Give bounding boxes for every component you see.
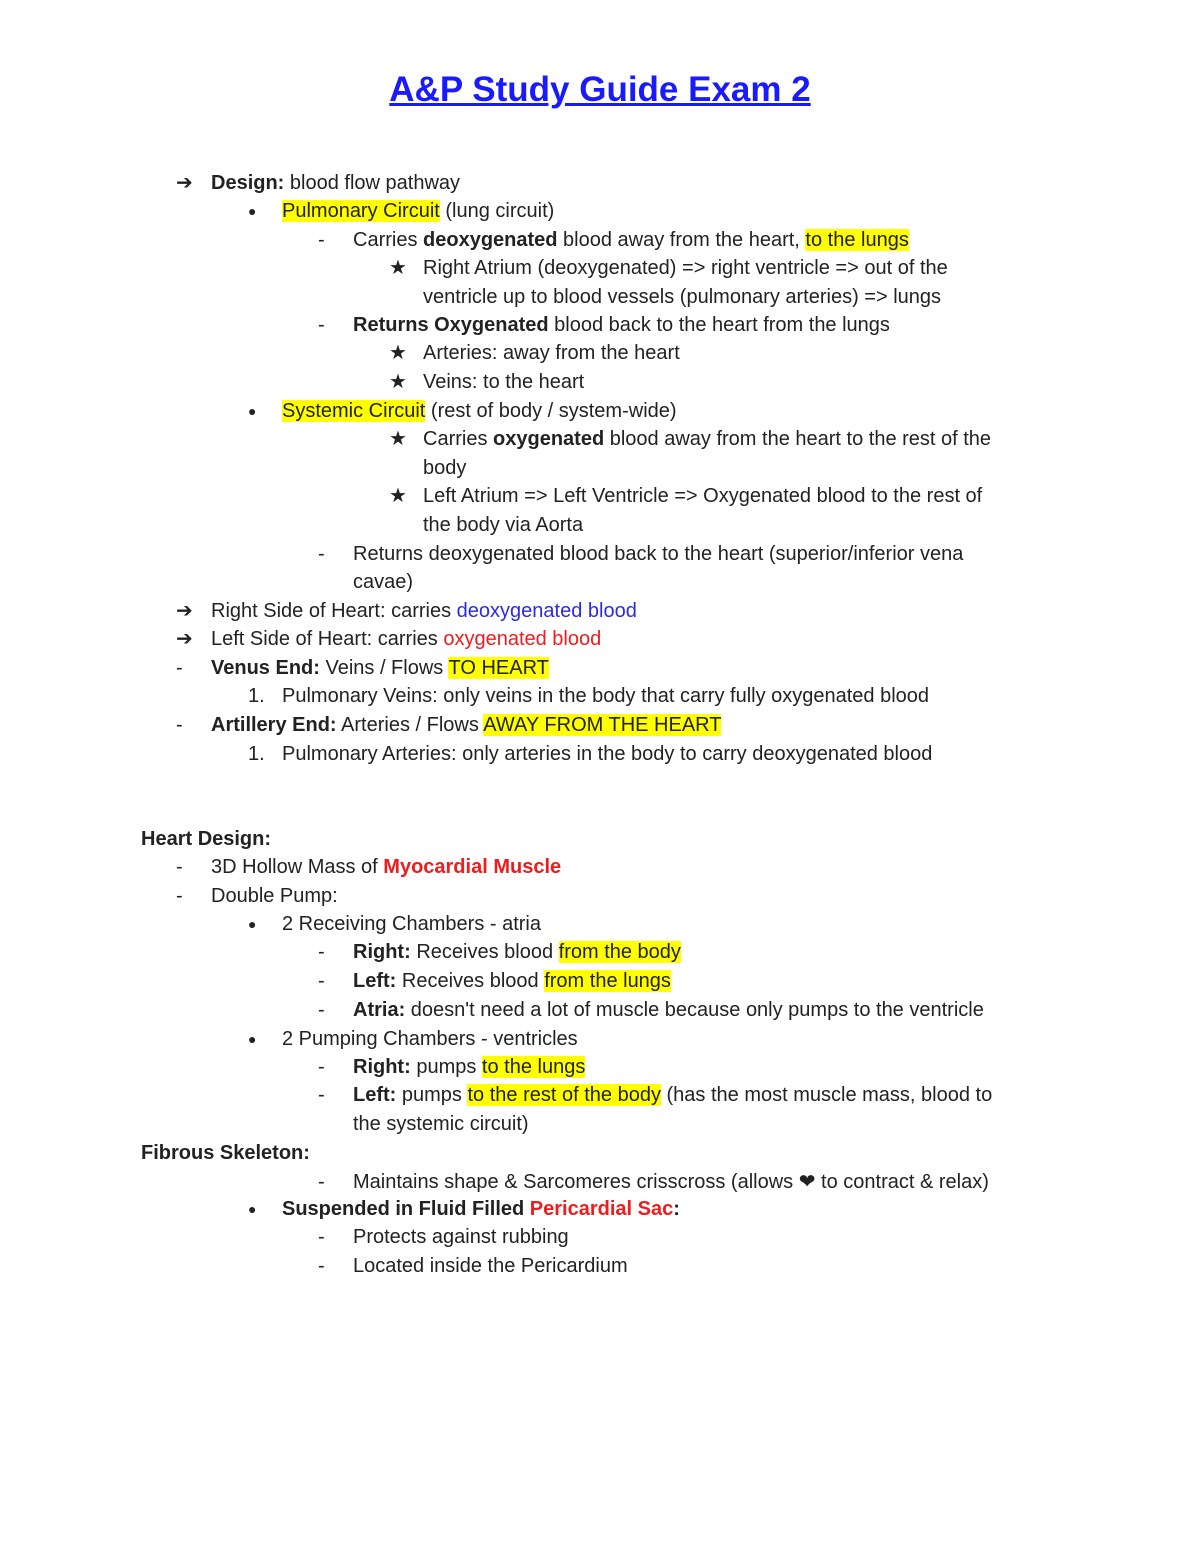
dash-icon: - — [176, 714, 183, 736]
highlight-text: TO HEART — [448, 657, 549, 679]
bullet-icon: ● — [248, 1201, 257, 1217]
line-carries-oxygenated — [423, 426, 991, 452]
line-pulmonary-arteries: Pulmonary Arteries: only arteries in the body to carry deoxygenated blood — [282, 743, 933, 765]
red-bold-text: Myocardial Muscle — [383, 856, 562, 878]
dash-icon: - — [318, 314, 325, 336]
line-double-pump: Double Pump: — [211, 885, 338, 907]
line-arteries: Arteries: away from the heart — [423, 342, 680, 364]
dash-icon: - — [176, 885, 183, 907]
arrow-icon: ➔ — [176, 172, 193, 194]
text: Right Side of Heart: carries — [211, 600, 457, 622]
list-number: 1. — [248, 743, 265, 765]
dash-icon: - — [318, 941, 325, 963]
line-pulmonary-veins: Pulmonary Veins: only veins in the body that carry fully oxygenated blood — [282, 685, 930, 707]
text: (lung circuit) — [439, 200, 555, 222]
line-right-atrium-cont: ventricle up to blood vessels (pulmonary arteries) => lungs — [423, 286, 942, 308]
bullet-icon: ● — [248, 203, 257, 219]
heading-fibrous-skeleton: Fibrous Skeleton: — [141, 1142, 310, 1164]
text: doesn't need a lot of muscle because only pumps to the ventricle — [405, 999, 984, 1021]
bold-text: Design: — [211, 172, 285, 194]
line-left-pumps — [353, 1082, 992, 1108]
line-left-pumps-cont: the systemic circuit) — [353, 1113, 529, 1135]
bold-text: Venus End: — [211, 657, 320, 679]
line-design — [211, 170, 460, 196]
line-protects: Protects against rubbing — [353, 1226, 569, 1248]
line-suspended — [282, 1196, 680, 1222]
red-text: oxygenated blood — [443, 628, 602, 650]
line-systemic-circuit — [282, 398, 677, 424]
highlight-text: to the rest of the body — [467, 1084, 661, 1106]
list-number: 1. — [248, 685, 265, 707]
text: Veins / Flows — [319, 657, 449, 679]
text: pumps — [396, 1084, 468, 1106]
dash-icon: - — [318, 1056, 325, 1078]
line-venus-end — [211, 655, 549, 681]
dash-icon: - — [318, 229, 325, 251]
dash-icon: - — [176, 856, 183, 878]
highlight-text: Pulmonary Circuit — [282, 200, 440, 222]
line-right-pumps — [353, 1054, 585, 1080]
bold-text: Suspended in Fluid Filled — [282, 1198, 530, 1220]
highlight-text: Systemic Circuit — [282, 400, 426, 422]
highlight-text: to the lungs — [805, 229, 909, 251]
line-left-atrium-cont: the body via Aorta — [423, 514, 584, 536]
star-icon: ★ — [389, 371, 407, 393]
line-maintains-shape — [353, 1169, 989, 1195]
text: Arteries / Flows — [336, 714, 484, 736]
line-left-receives — [353, 968, 671, 994]
text: blood flow pathway — [284, 172, 461, 194]
star-icon: ★ — [389, 257, 407, 279]
bold-text: oxygenated — [493, 428, 605, 450]
bold-text: : — [673, 1198, 680, 1220]
line-left-side — [211, 626, 601, 652]
bold-text: Right: — [353, 941, 411, 963]
dash-icon: - — [318, 1171, 325, 1193]
dash-icon: - — [318, 970, 325, 992]
bold-text: Atria: — [353, 999, 406, 1021]
line-returns-deoxygenated: Returns deoxygenated blood back to the heart (superior/inferior vena — [353, 543, 964, 565]
star-icon: ★ — [389, 428, 407, 450]
line-receiving-chambers: 2 Receiving Chambers - atria — [282, 913, 541, 935]
text: blood back to the heart from the lungs — [548, 314, 890, 336]
text: Receives blood — [410, 941, 559, 963]
page-title: A&P Study Guide Exam 2 — [389, 70, 811, 109]
bullet-icon: ● — [248, 916, 257, 932]
text: Left Side of Heart: carries — [211, 628, 444, 650]
dash-icon: - — [176, 657, 183, 679]
dash-icon: - — [318, 543, 325, 565]
line-right-receives — [353, 939, 681, 965]
arrow-icon: ➔ — [176, 628, 193, 650]
text: Maintains shape & Sarcomeres crisscross (allows — [353, 1171, 799, 1193]
text: blood away from the heart to the rest of the — [604, 428, 992, 450]
text: pumps — [410, 1056, 482, 1078]
text: to contract & relax) — [815, 1171, 989, 1193]
line-pulmonary-circuit — [282, 198, 554, 224]
heart-icon: ❤ — [798, 1171, 816, 1193]
text: 3D Hollow Mass of — [211, 856, 384, 878]
bold-text: Left: — [353, 970, 397, 992]
line-artillery-end — [211, 712, 721, 738]
blue-text: deoxygenated blood — [456, 600, 637, 622]
text: Carries — [353, 229, 424, 251]
heading-heart-design: Heart Design: — [141, 828, 272, 850]
highlight-text: from the body — [558, 941, 681, 963]
red-bold-text: Pericardial Sac — [529, 1198, 674, 1220]
highlight-text: to the lungs — [481, 1056, 586, 1078]
bold-text: Right: — [353, 1056, 411, 1078]
line-carries-oxygenated-cont: body — [423, 457, 467, 479]
star-icon: ★ — [389, 485, 407, 507]
line-carries-deoxygenated — [353, 227, 909, 253]
text: Carries — [423, 428, 494, 450]
line-atria — [353, 997, 984, 1023]
line-left-atrium: Left Atrium => Left Ventricle => Oxygenated blood to the rest of — [423, 485, 983, 507]
bold-text: Artillery End: — [211, 714, 337, 736]
line-right-side — [211, 598, 637, 624]
line-returns-deoxygenated-cont: cavae) — [353, 571, 414, 593]
line-veins: Veins: to the heart — [423, 371, 585, 393]
text: blood away from the heart, — [557, 229, 806, 251]
dash-icon: - — [318, 999, 325, 1021]
line-pumping-chambers: 2 Pumping Chambers - ventricles — [282, 1028, 578, 1050]
dash-icon: - — [318, 1255, 325, 1277]
bullet-icon: ● — [248, 1031, 257, 1047]
text: (has the most muscle mass, blood to — [660, 1084, 993, 1106]
bold-text: Left: — [353, 1084, 397, 1106]
dash-icon: - — [318, 1226, 325, 1248]
line-hollow-mass — [211, 854, 561, 880]
text: (rest of body / system-wide) — [425, 400, 677, 422]
bold-text: Returns Oxygenated — [353, 314, 549, 336]
highlight-text: from the lungs — [544, 970, 671, 992]
highlight-text: AWAY FROM THE HEART — [483, 714, 722, 736]
line-located: Located inside the Pericardium — [353, 1255, 628, 1277]
text: Receives blood — [396, 970, 545, 992]
bold-text: deoxygenated — [423, 229, 558, 251]
line-right-atrium: Right Atrium (deoxygenated) => right ventricle => out of the — [423, 257, 948, 279]
bullet-icon: ● — [248, 403, 257, 419]
line-returns-oxygenated — [353, 312, 890, 338]
star-icon: ★ — [389, 342, 407, 364]
dash-icon: - — [318, 1084, 325, 1106]
arrow-icon: ➔ — [176, 600, 193, 622]
